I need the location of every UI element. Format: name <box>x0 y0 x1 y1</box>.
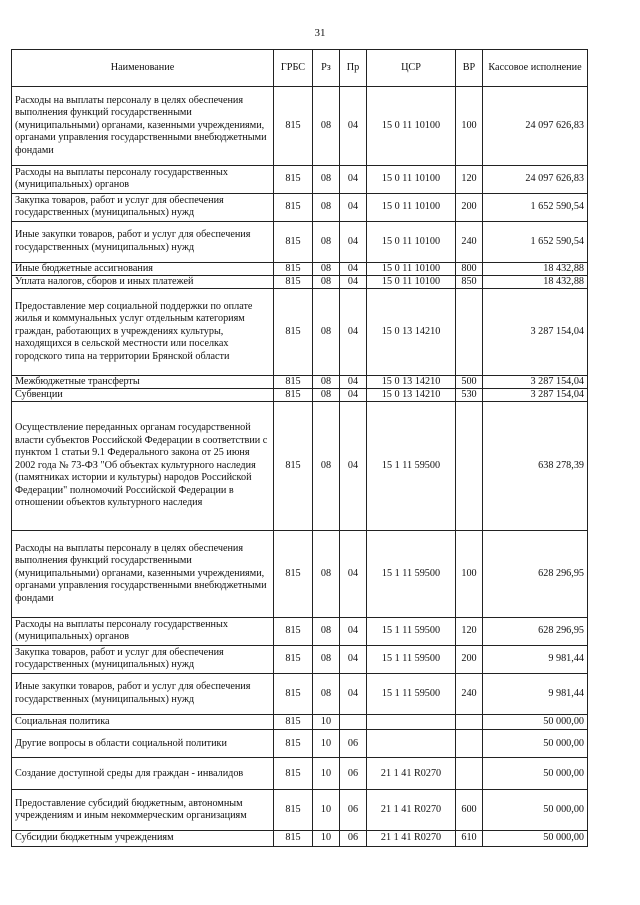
table-row <box>12 831 588 846</box>
table-row <box>12 388 588 401</box>
page-number: 31 <box>314 27 326 39</box>
row-name: Межбюджетные трансферты <box>12 375 274 388</box>
row-amount: 50 000,00 <box>483 758 588 790</box>
row-amount: 1 652 590,54 <box>483 193 588 221</box>
row-pr: 04 <box>340 401 367 530</box>
row-pr: 04 <box>340 262 367 275</box>
row-rz: 08 <box>313 530 340 617</box>
row-rz: 10 <box>313 730 340 758</box>
row-grbs: 815 <box>274 645 313 673</box>
row-amount: 3 287 154,04 <box>483 375 588 388</box>
row-vr: 240 <box>456 221 483 262</box>
row-amount: 50 000,00 <box>483 831 588 846</box>
row-pr: 04 <box>340 193 367 221</box>
row-pr: 04 <box>340 645 367 673</box>
row-grbs: 815 <box>274 401 313 530</box>
row-name: Расходы на выплаты персоналу государственных (муниципальных) органов <box>12 617 274 645</box>
row-csr: 15 1 11 59500 <box>367 401 456 530</box>
row-grbs: 815 <box>274 166 313 194</box>
row-pr: 06 <box>340 790 367 831</box>
row-csr: 15 1 11 59500 <box>367 617 456 645</box>
row-vr: 120 <box>456 166 483 194</box>
row-grbs: 815 <box>274 193 313 221</box>
row-name: Субсидии бюджетным учреждениям <box>12 831 274 846</box>
row-rz: 08 <box>313 288 340 375</box>
row-grbs: 815 <box>274 530 313 617</box>
table-row <box>12 730 588 758</box>
header-amount: Кассовое исполнение <box>483 50 588 87</box>
table-row <box>12 790 588 831</box>
row-grbs: 815 <box>274 288 313 375</box>
row-csr: 15 0 11 10100 <box>367 221 456 262</box>
table-row <box>12 221 588 262</box>
row-rz: 08 <box>313 673 340 714</box>
row-pr: 04 <box>340 87 367 166</box>
row-grbs: 815 <box>274 714 313 729</box>
row-name: Социальная политика <box>12 714 274 729</box>
row-grbs: 815 <box>274 388 313 401</box>
row-vr: 200 <box>456 645 483 673</box>
row-pr: 06 <box>340 758 367 790</box>
row-rz: 10 <box>313 831 340 846</box>
row-grbs: 815 <box>274 275 313 288</box>
row-amount: 3 287 154,04 <box>483 388 588 401</box>
row-name: Расходы на выплаты персоналу государственных (муниципальных) органов <box>12 166 274 194</box>
row-grbs: 815 <box>274 758 313 790</box>
row-csr: 15 0 11 10100 <box>367 262 456 275</box>
row-rz: 08 <box>313 645 340 673</box>
row-pr: 04 <box>340 375 367 388</box>
header-pr: Пр <box>340 50 367 87</box>
row-name: Расходы на выплаты персоналу в целях обеспечения выполнения функций государственными (муниципальными) органами, казенными учреждениями, органами управления государственными внебюджетными фондами <box>12 87 274 166</box>
row-pr: 04 <box>340 221 367 262</box>
row-csr: 15 0 13 14210 <box>367 375 456 388</box>
row-amount: 9 981,44 <box>483 673 588 714</box>
row-vr <box>456 714 483 729</box>
row-grbs: 815 <box>274 375 313 388</box>
header-vr: ВР <box>456 50 483 87</box>
row-grbs: 815 <box>274 730 313 758</box>
row-pr: 04 <box>340 166 367 194</box>
row-vr <box>456 288 483 375</box>
row-csr: 15 0 11 10100 <box>367 166 456 194</box>
row-rz: 08 <box>313 166 340 194</box>
row-pr: 04 <box>340 530 367 617</box>
row-csr: 15 0 13 14210 <box>367 388 456 401</box>
row-amount: 24 097 626,83 <box>483 166 588 194</box>
table-row <box>12 645 588 673</box>
row-amount: 18 432,88 <box>483 262 588 275</box>
row-vr: 610 <box>456 831 483 846</box>
row-amount: 3 287 154,04 <box>483 288 588 375</box>
row-name: Иные закупки товаров, работ и услуг для обеспечения государственных (муниципальных) нужд <box>12 673 274 714</box>
row-rz: 08 <box>313 275 340 288</box>
table-header-row <box>12 50 588 87</box>
row-pr: 04 <box>340 288 367 375</box>
table-row <box>12 166 588 194</box>
row-vr: 240 <box>456 673 483 714</box>
row-csr: 15 1 11 59500 <box>367 645 456 673</box>
row-name: Осуществление переданных органам государственной власти субъектов Российской Федерации в соответствии с пунктом 1 статьи 9.1 Федерального закона от 25 июня 2002 года № 73-ФЗ "Об объектах культурного наследия (памятниках истории и культуры) народов Российской Федерации" полномочий Российской Федерации в отношении объектов культурного наследия <box>12 401 274 530</box>
header-rz: Рз <box>313 50 340 87</box>
row-vr <box>456 401 483 530</box>
header-csr: ЦСР <box>367 50 456 87</box>
row-amount: 50 000,00 <box>483 730 588 758</box>
row-rz: 08 <box>313 375 340 388</box>
row-rz: 08 <box>313 221 340 262</box>
row-grbs: 815 <box>274 831 313 846</box>
row-amount: 50 000,00 <box>483 790 588 831</box>
row-name: Субвенции <box>12 388 274 401</box>
row-rz: 08 <box>313 262 340 275</box>
row-grbs: 815 <box>274 790 313 831</box>
row-csr: 15 1 11 59500 <box>367 530 456 617</box>
row-name: Создание доступной среды для граждан - инвалидов <box>12 758 274 790</box>
row-pr: 04 <box>340 617 367 645</box>
row-vr <box>456 758 483 790</box>
row-name: Предоставление мер социальной поддержки по оплате жилья и коммунальных услуг отдельным категориям граждан, работающих в учреждениях культуры, находящихся в сельской местности или поселках городского типа на территории Брянской области <box>12 288 274 375</box>
row-amount: 24 097 626,83 <box>483 87 588 166</box>
row-grbs: 815 <box>274 262 313 275</box>
row-csr: 15 1 11 59500 <box>367 673 456 714</box>
row-grbs: 815 <box>274 673 313 714</box>
row-vr: 800 <box>456 262 483 275</box>
row-csr: 15 0 11 10100 <box>367 87 456 166</box>
row-amount: 628 296,95 <box>483 530 588 617</box>
row-pr: 06 <box>340 831 367 846</box>
row-name: Расходы на выплаты персоналу в целях обеспечения выполнения функций государственными (муниципальными) органами, казенными учреждениями, органами управления государственными внебюджетными фондами <box>12 530 274 617</box>
row-vr: 850 <box>456 275 483 288</box>
row-rz: 10 <box>313 758 340 790</box>
row-vr: 100 <box>456 530 483 617</box>
row-name: Иные закупки товаров, работ и услуг для обеспечения государственных (муниципальных) нужд <box>12 221 274 262</box>
row-vr: 600 <box>456 790 483 831</box>
row-vr: 120 <box>456 617 483 645</box>
table-row <box>12 288 588 375</box>
header-grbs: ГРБС <box>274 50 313 87</box>
table-row <box>12 87 588 166</box>
row-amount: 1 652 590,54 <box>483 221 588 262</box>
row-name: Предоставление субсидий бюджетным, автономным учреждениям и иным некоммерческим организациям <box>12 790 274 831</box>
table-row <box>12 617 588 645</box>
row-name: Другие вопросы в области социальной политики <box>12 730 274 758</box>
row-rz: 08 <box>313 193 340 221</box>
row-rz: 08 <box>313 617 340 645</box>
row-vr: 530 <box>456 388 483 401</box>
row-vr <box>456 730 483 758</box>
row-vr: 100 <box>456 87 483 166</box>
row-pr: 04 <box>340 673 367 714</box>
table-row <box>12 758 588 790</box>
row-amount: 18 432,88 <box>483 275 588 288</box>
row-csr <box>367 730 456 758</box>
table-row <box>12 262 588 275</box>
row-pr: 04 <box>340 388 367 401</box>
row-name: Уплата налогов, сборов и иных платежей <box>12 275 274 288</box>
row-amount: 9 981,44 <box>483 645 588 673</box>
table-row <box>12 714 588 729</box>
table-row <box>12 375 588 388</box>
row-vr: 200 <box>456 193 483 221</box>
row-csr: 21 1 41 R0270 <box>367 758 456 790</box>
row-csr: 21 1 41 R0270 <box>367 831 456 846</box>
row-name: Закупка товаров, работ и услуг для обеспечения государственных (муниципальных) нужд <box>12 645 274 673</box>
row-grbs: 815 <box>274 617 313 645</box>
header-name: Наименование <box>12 50 274 87</box>
row-grbs: 815 <box>274 87 313 166</box>
row-csr <box>367 714 456 729</box>
row-rz: 08 <box>313 87 340 166</box>
row-pr: 04 <box>340 275 367 288</box>
row-csr: 15 0 11 10100 <box>367 275 456 288</box>
row-rz: 10 <box>313 790 340 831</box>
row-name: Иные бюджетные ассигнования <box>12 262 274 275</box>
row-csr: 21 1 41 R0270 <box>367 790 456 831</box>
row-pr <box>340 714 367 729</box>
row-pr: 06 <box>340 730 367 758</box>
row-rz: 10 <box>313 714 340 729</box>
table-row <box>12 193 588 221</box>
row-vr: 500 <box>456 375 483 388</box>
row-csr: 15 0 13 14210 <box>367 288 456 375</box>
row-amount: 628 296,95 <box>483 617 588 645</box>
row-csr: 15 0 11 10100 <box>367 193 456 221</box>
row-rz: 08 <box>313 388 340 401</box>
table-row <box>12 401 588 530</box>
budget-execution-table <box>11 49 588 847</box>
table-row <box>12 530 588 617</box>
row-grbs: 815 <box>274 221 313 262</box>
row-amount: 50 000,00 <box>483 714 588 729</box>
row-rz: 08 <box>313 401 340 530</box>
row-name: Закупка товаров, работ и услуг для обеспечения государственных (муниципальных) нужд <box>12 193 274 221</box>
row-amount: 638 278,39 <box>483 401 588 530</box>
table-row <box>12 673 588 714</box>
table-row <box>12 275 588 288</box>
